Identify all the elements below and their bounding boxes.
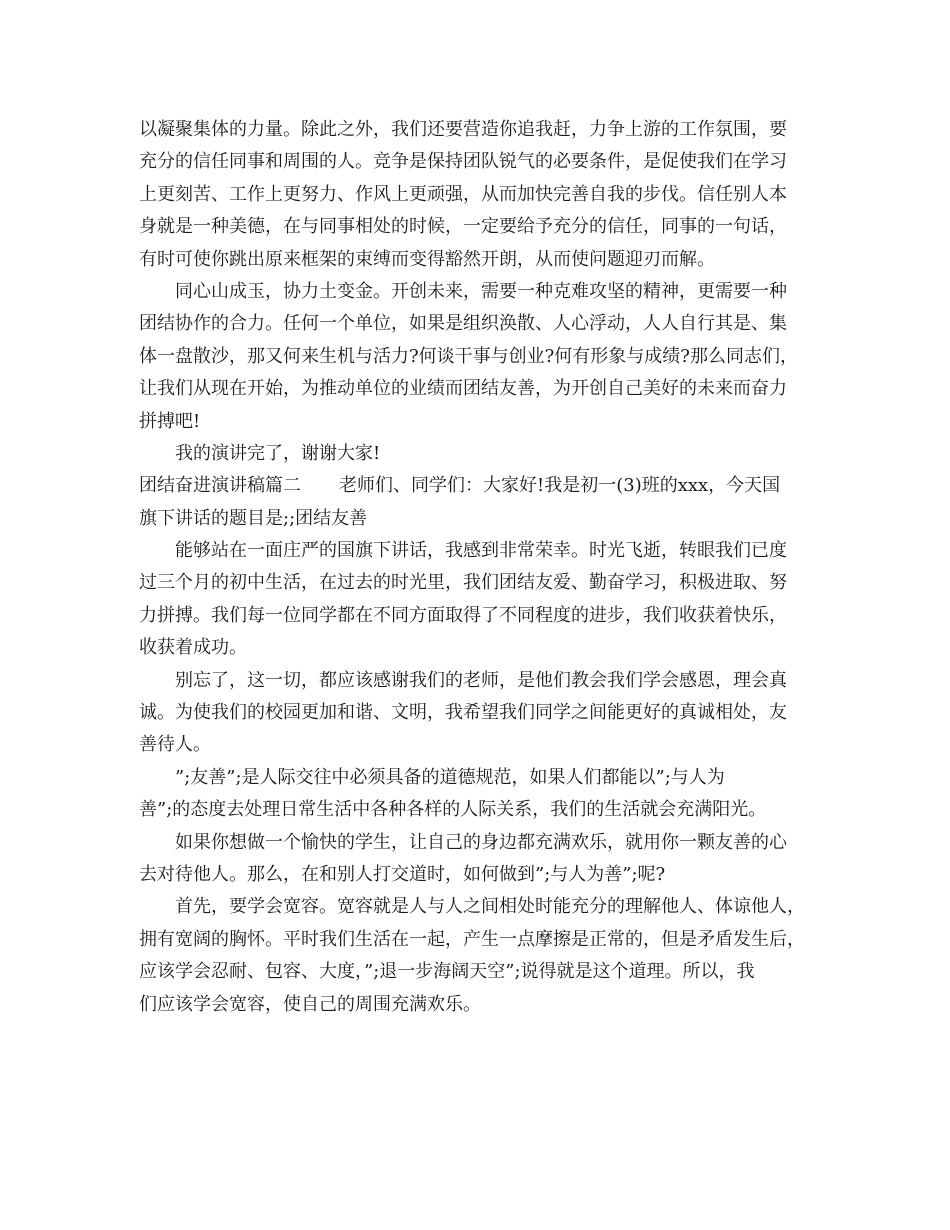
text-line: 让我们从现在开始，为推动单位的业绩而团结友善，为开创自己美好的未来而奋力 bbox=[139, 378, 787, 400]
text-line: 力拼搏。我们每一位同学都在不同方面取得了不同程度的进步，我们收获着快乐， bbox=[139, 604, 787, 626]
heading-line-text: 老师们、同学们：大家好!我是初一(3)班的xxx，今天国 bbox=[339, 475, 781, 497]
paragraph-2 bbox=[139, 276, 829, 438]
text-line: 过三个月的初中生活，在过去的时光里，我们团结友爱、勤奋学习，积极进取、努 bbox=[139, 572, 787, 594]
text-line: 应该学会忍耐、包容、大度，”;退一步海阔天空”;说得就是这个道理。所以，我 bbox=[139, 961, 755, 983]
text-line: ”;友善”;是人际交往中必须具备的道德规范，如果人们都能以”;与人为 bbox=[175, 766, 725, 788]
paragraph-1 bbox=[139, 114, 829, 276]
text-line: 拥有宽阔的胸怀。平时我们生活在一起，产生一点摩擦是正常的，但是矛盾发生后， bbox=[139, 928, 805, 950]
text-line: 旗下讲话的题目是;;团结友善 bbox=[139, 507, 368, 529]
text-line: 我的演讲完了，谢谢大家! bbox=[175, 442, 381, 464]
paragraph-6 bbox=[139, 665, 829, 762]
text-line: 能够站在一面庄严的国旗下讲话，我感到非常荣幸。时光飞逝，转眼我们已度 bbox=[175, 540, 787, 562]
paragraph-3 bbox=[139, 438, 829, 470]
text-line: 身就是一种美德，在与同事相处的时候，一定要给予充分的信任，同事的一句话， bbox=[139, 216, 787, 238]
section-heading-paragraph bbox=[139, 470, 829, 535]
text-line: 别忘了，这一切，都应该感谢我们的老师，是他们教会我们学会感恩，理会真 bbox=[175, 669, 787, 691]
text-line: 有时可使你跳出原来框架的束缚而变得豁然开朗，从而使问题迎刃而解。 bbox=[139, 248, 715, 270]
text-line bbox=[139, 470, 829, 502]
text-line: 收获着成功。 bbox=[139, 637, 247, 659]
paragraph-7 bbox=[139, 762, 829, 827]
text-line: 上更刻苦、工作上更努力、作风上更顽强，从而加快完善自我的步伐。信任别人本 bbox=[139, 183, 787, 205]
text-line: 善”;的态度去处理日常生活中各种各样的人际关系，我们的生活就会充满阳光。 bbox=[139, 799, 767, 821]
text-line: 如果你想做一个愉快的学生，让自己的身边都充满欢乐，就用你一颗友善的心 bbox=[175, 831, 787, 853]
text-line: 团结协作的合力。任何一个单位，如果是组织涣散、人心浮动，人人自行其是、集 bbox=[139, 313, 787, 335]
text-line: 拼搏吧! bbox=[139, 410, 201, 432]
paragraph-5 bbox=[139, 535, 829, 665]
paragraph-8 bbox=[139, 827, 829, 892]
text-line: 以凝聚集体的力量。除此之外，我们还要营造你追我赶，力争上游的工作氛围，要 bbox=[139, 119, 787, 140]
text-line: 去对待他人。那么，在和别人打交道时，如何做到”;与人为善”;呢? bbox=[139, 863, 666, 885]
text-line: 善待人。 bbox=[139, 734, 211, 756]
section-heading: 团结奋进演讲稿篇二 bbox=[139, 475, 301, 497]
text-line: 充分的信任同事和周围的人。竞争是保持团队锐气的必要条件，是促使我们在学习 bbox=[139, 151, 787, 173]
text-line: 们应该学会宽容，使自己的周围充满欢乐。 bbox=[139, 993, 481, 1015]
document-body bbox=[139, 114, 829, 1021]
paragraph-9 bbox=[139, 891, 829, 1021]
text-line: 同心山成玉，协力土变金。开创未来，需要一种克难攻坚的精神，更需要一种 bbox=[175, 280, 787, 302]
text-line: 体一盘散沙，那又何来生机与活力?何谈干事与创业?何有形象与成绩?那么同志们， bbox=[139, 345, 798, 367]
text-line: 诚。为使我们的校园更加和谐、文明，我希望我们同学之间能更好的真诚相处，友 bbox=[139, 702, 787, 724]
text-line: 首先，要学会宽容。宽容就是人与人之间相处时能充分的理解他人、体谅他人， bbox=[175, 896, 805, 918]
